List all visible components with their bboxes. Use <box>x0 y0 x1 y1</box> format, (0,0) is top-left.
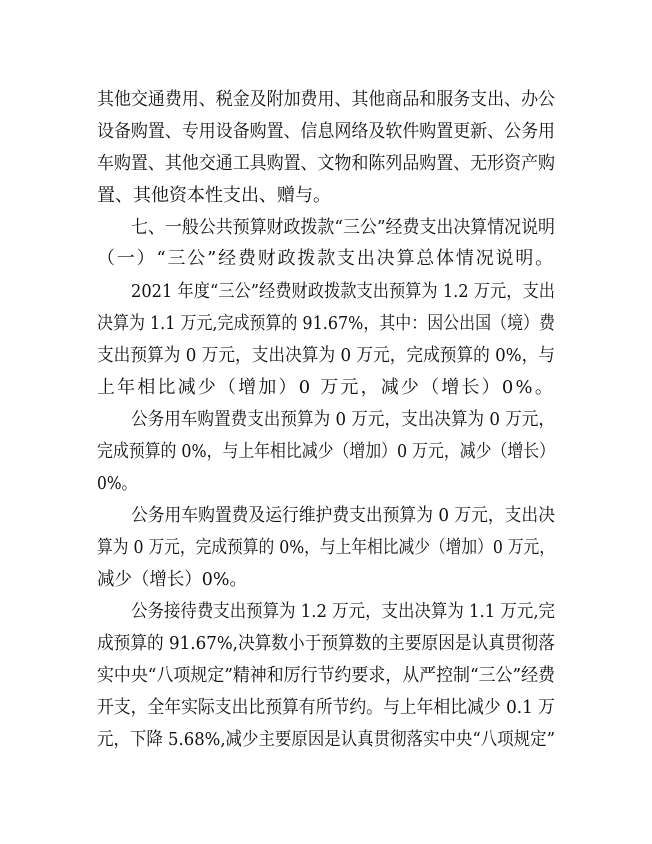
section-heading-7 <box>0 213 652 243</box>
text-line-15 <box>0 533 652 563</box>
text-line-20-content: 开支，全年实际支出比预算有所节约。与上年相比减少 0.1 万 <box>97 697 555 718</box>
text-line-14 <box>0 501 652 531</box>
text-line-15-content: 算为 0 万元，完成预算的 0%，与上年相比减少（增加）0 万元， <box>97 537 555 558</box>
text-line-17 <box>0 597 652 627</box>
text-line-16 <box>0 565 652 595</box>
text-line-4 <box>0 181 652 211</box>
text-line-9-content: 支出预算为 0 万元，支出决算为 0 万元，完成预算的 0%，与 <box>97 345 555 366</box>
text-line-8-content: 决算为 1.1 万元,完成预算的 91.67%，其中：因公出国（境）费 <box>97 313 555 334</box>
text-line-16-content: 减少（增长）0%。 <box>97 569 247 590</box>
text-line-7-content: 2021 年度“三公”经费财政拨款支出预算为 1.2 万元，支出 <box>131 281 555 302</box>
text-line-3 <box>0 149 652 179</box>
subsection-heading-1-content: （一）“三公”经费财政拨款支出决算总体情况说明。 <box>97 248 555 269</box>
text-line-11-content: 公务用车购置费支出预算为 0 万元，支出决算为 0 万元， <box>131 409 555 430</box>
text-line-10 <box>0 373 652 403</box>
text-line-8 <box>0 309 652 339</box>
text-line-4-content: 置、其他资本性支出、赠与。 <box>97 185 331 206</box>
text-line-2-content: 设备购置、专用设备购置、信息网络及软件购置更新、公务用 <box>97 121 555 142</box>
text-line-13 <box>0 469 652 499</box>
text-line-17-content: 公务接待费支出预算为 1.2 万元，支出决算为 1.1 万元,完 <box>131 601 555 622</box>
text-line-9 <box>0 341 652 371</box>
text-line-19 <box>0 661 652 691</box>
text-line-12-content: 完成预算的 0%，与上年相比减少（增加）0 万元，减少（增长） <box>97 441 555 462</box>
text-line-20 <box>0 693 652 723</box>
text-line-18 <box>0 629 652 659</box>
text-line-12 <box>0 437 652 467</box>
text-line-2 <box>0 117 652 147</box>
text-line-11 <box>0 405 652 435</box>
text-line-13-content: 0%。 <box>97 473 137 494</box>
text-line-3-content: 车购置、其他交通工具购置、文物和陈列品购置、无形资产购 <box>97 153 555 174</box>
text-line-1 <box>0 85 652 115</box>
text-line-19-content: 实中央“八项规定”精神和厉行节约要求，从严控制“三公”经费 <box>97 665 555 686</box>
text-line-21 <box>0 725 652 755</box>
text-line-14-content: 公务用车购置费及运行维护费支出预算为 0 万元，支出决 <box>131 505 555 526</box>
text-line-21-content: 元，下降 5.68%,减少主要原因是认真贯彻落实中央“八项规定” <box>97 729 555 750</box>
text-line-1-content: 其他交通费用、税金及附加费用、其他商品和服务支出、办公 <box>97 89 555 110</box>
section-heading-7-content: 七、一般公共预算财政拨款“三公”经费支出决算情况说明 <box>131 217 555 238</box>
text-line-10-content: 上年相比减少（增加）0 万元，减少（增长）0%。 <box>97 377 555 398</box>
text-line-18-content: 成预算的 91.67%,决算数小于预算数的主要原因是认真贯彻落 <box>97 633 555 654</box>
text-line-7 <box>0 277 652 307</box>
subsection-heading-1 <box>0 244 652 274</box>
